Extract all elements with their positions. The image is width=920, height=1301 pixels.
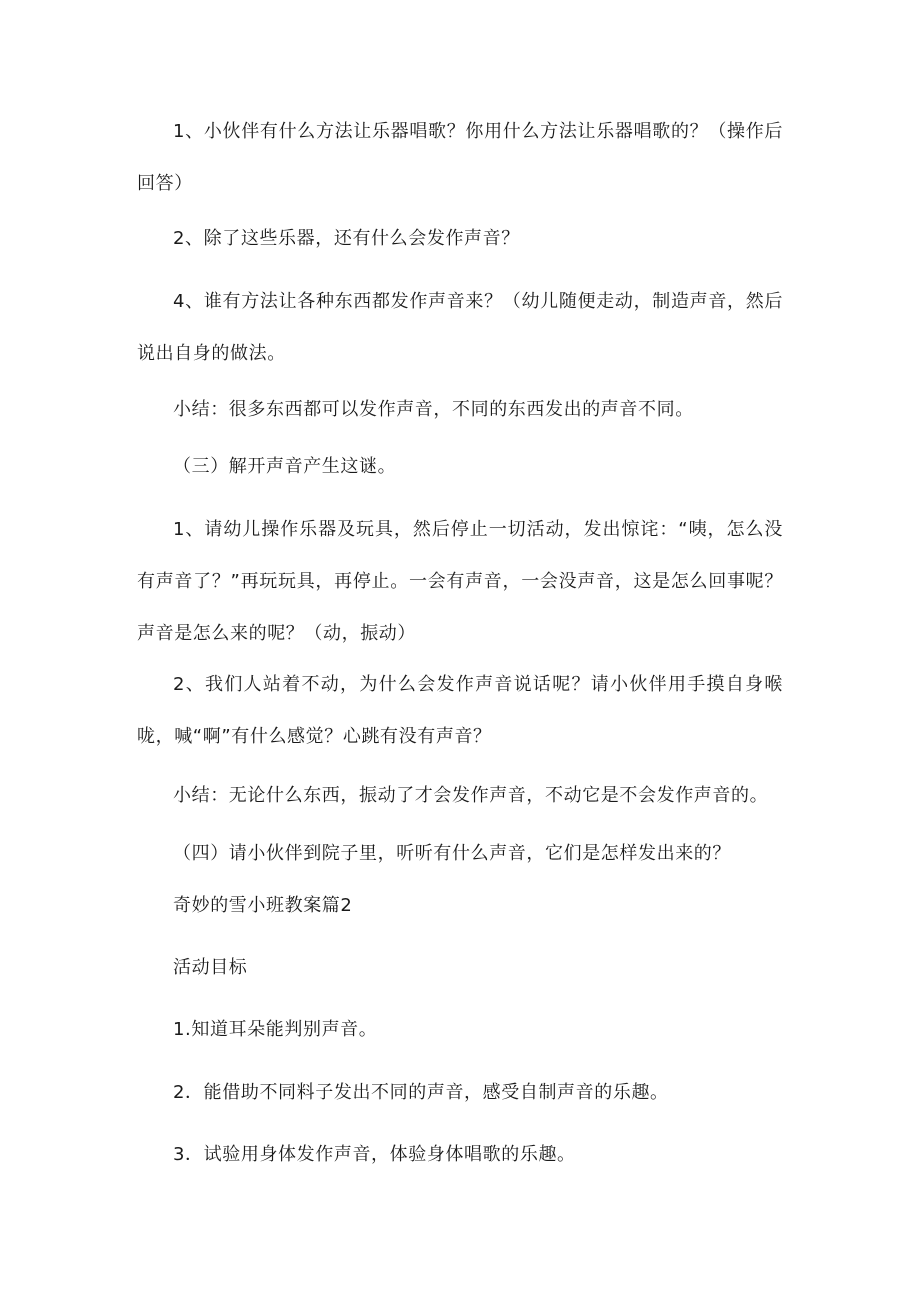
- paragraph-question-1: 1、小伙伴有什么方法让乐器唱歌？你用什么方法让乐器唱歌的？（操作后回答）: [137, 121, 783, 194]
- paragraph-summary-2: 小结：无论什么东西，振动了才会发作声音，不动它是不会发作声音的。: [173, 785, 769, 806]
- goal-item-2: 2．能借助不同料子发出不同的声音，感受自制声音的乐趣。: [173, 1082, 669, 1103]
- goal-item-1: 1.知道耳朵能判别声音。: [173, 1019, 378, 1040]
- paragraph-summary-1: 小结：很多东西都可以发作声音，不同的东西发出的声音不同。: [173, 399, 694, 420]
- paragraph-question-4: 4、谁有方法让各种东西都发作声音来？（幼儿随便走动，制造声音，然后说出自身的做法。: [137, 291, 783, 364]
- paragraph-question-2: 2、除了这些乐器，还有什么会发作声音？: [173, 228, 520, 249]
- lesson-title: 奇妙的雪小班教案篇2: [173, 895, 353, 916]
- activity-goals-heading: 活动目标: [173, 957, 248, 978]
- section-heading-3: [137, 441, 783, 493]
- section-heading-3-text: （三）解开声音产生这谜。: [173, 456, 397, 477]
- section-heading-4: （四）请小伙伴到院子里，听听有什么声音，它们是怎样发出来的？: [173, 843, 731, 864]
- goal-item-3: 3．试验用身体发作声音，体验身体唱歌的乐趣。: [173, 1144, 576, 1165]
- paragraph-activity-2: 2、我们人站着不动，为什么会发作声音说话呢？请小伙伴用手摸自身喉咙，喊“啊”有什么感觉？心跳有没有声音？: [137, 674, 783, 747]
- paragraph-activity-1: 1、请幼儿操作乐器及玩具，然后停止一切活动，发出惊诧：“咦，怎么没有声音了？”再玩玩具，再停止。一会有声音，一会没声音，这是怎么回事呢？声音是怎么来的呢？（动，振动）: [137, 519, 783, 644]
